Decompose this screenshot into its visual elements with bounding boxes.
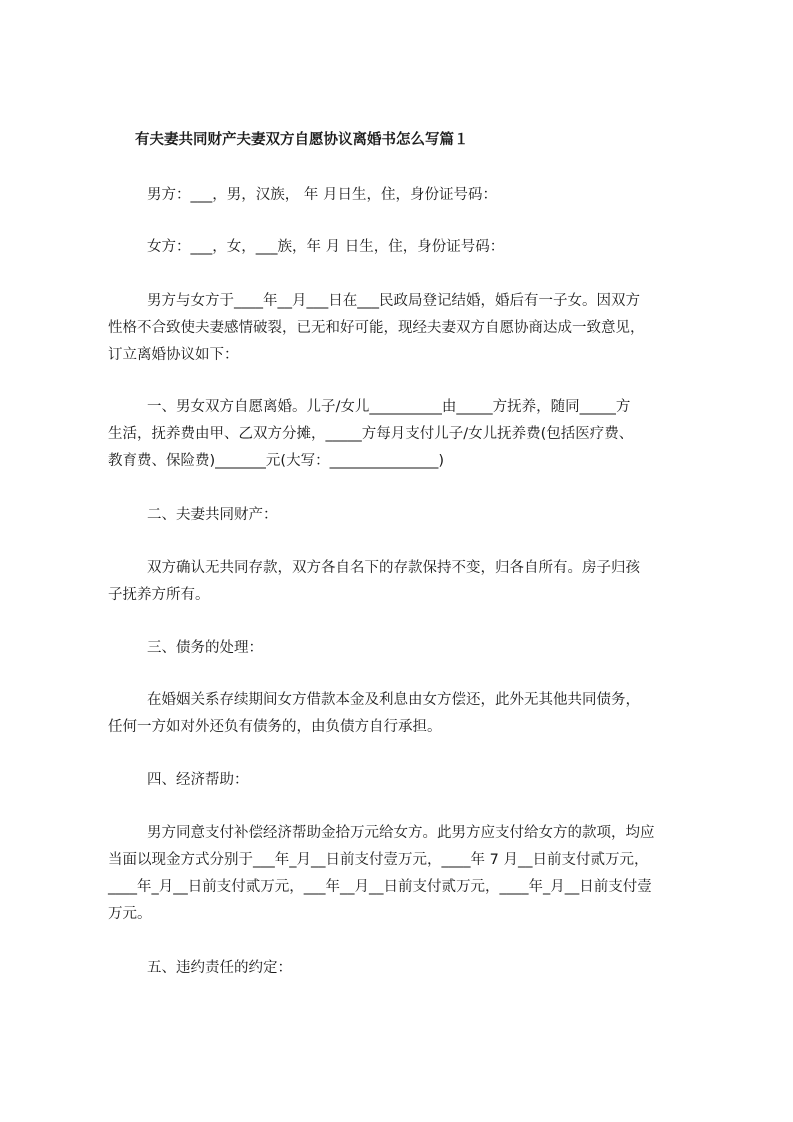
section-4-line: 男方同意支付补偿经济帮助金拾万元给女方。此男方应支付给女方的款项，均应 (147, 825, 655, 841)
section-2-line: 子抚养方所有。 (108, 587, 210, 603)
section-2-paragraph (0, 555, 640, 609)
intro-line: 订立离婚协议如下： (108, 347, 239, 363)
section-4-line: 万元。 (108, 906, 152, 922)
intro-paragraph (0, 288, 645, 369)
section-4-paragraph (0, 820, 655, 928)
section-3-line: 在婚姻关系存续期间女方借款本金及利息由女方偿还，此外无其他共同债务， (147, 692, 640, 708)
intro-line: 性格不合致使夫妻感情破裂，已无和好可能，现经夫妻双方自愿协商达成一致意见， (108, 320, 645, 336)
intro-line: 男方与女方于____年__月___日在___民政局登记结婚，婚后有一子女。因双方 (147, 293, 640, 309)
section-1-line: 一、男女双方自愿离婚。儿子/女儿__________由_____方抚养，随同_____方 (147, 399, 631, 415)
section-3-line: 任何一方如对外还负有债务的，由负债方自行承担。 (108, 719, 442, 735)
section-1-paragraph (0, 394, 633, 475)
section-4-heading: 四、经济帮助： (147, 772, 249, 788)
male-party-line: 男方：___，男，汉族， 年 月日生，住，身份证号码： (147, 187, 497, 203)
section-1-line: 教育费、保险费)_______元(大写：_______________) (108, 453, 444, 469)
section-3-heading: 三、债务的处理： (147, 640, 263, 656)
section-4-line: 当面以现金方式分别于___年_月__日前支付壹万元，____年 7 月__日前支付贰万元， (108, 852, 649, 868)
female-party-line: 女方：___，女，___族，年 月 日生，住，身份证号码： (147, 239, 505, 255)
section-4-line: ____年_月__日前支付贰万元，___年__月__日前支付贰万元，____年_月__日前支付壹 (108, 879, 652, 895)
section-5-heading: 五、违约责任的约定： (147, 960, 292, 976)
section-3-paragraph (0, 687, 640, 741)
section-2-heading: 二、夫妻共同财产： (147, 507, 278, 523)
document-title: 有夫妻共同财产夫妻双方自愿协议离婚书怎么写篇１ (135, 132, 469, 148)
section-2-line: 双方确认无共同存款，双方各自名下的存款保持不变，归各自所有。房子归孩 (147, 560, 640, 576)
section-1-line: 生活，抚养费由甲、乙双方分摊，_____方每月支付儿子/女儿抚养费(包括医疗费、 (108, 426, 634, 442)
